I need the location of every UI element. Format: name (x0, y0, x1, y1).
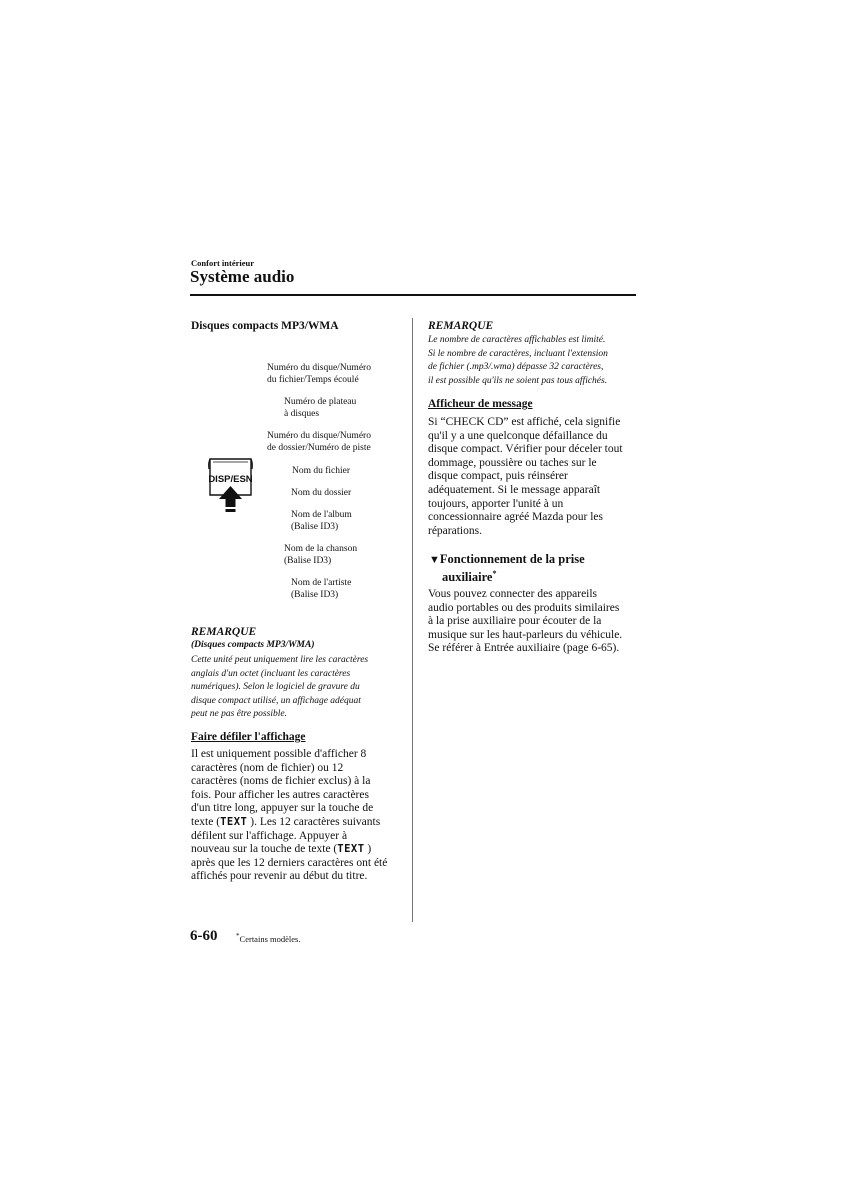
diagram-label: Numéro du disque/Numéro (267, 431, 371, 441)
triangle-marker-icon: ▼ (429, 554, 440, 566)
message-heading: Afficheur de message (428, 398, 533, 410)
diagram-label: Numéro de plateau (284, 397, 357, 407)
message-body (428, 416, 636, 538)
disp-esn-button-icon (207, 455, 255, 517)
body-line: toujours, apporter l'unité à un (428, 497, 564, 510)
body-line: Si “CHECK CD” est affiché, cela signifie (428, 416, 621, 428)
diagram-label: (Balise ID3) (284, 556, 332, 566)
asterisk-icon: * (236, 932, 240, 940)
note-body (191, 654, 399, 722)
body-line: musique sur les haut-parleurs du véhicule. (428, 628, 623, 641)
note-line: anglais d'un octet (incluant les caractères (191, 668, 351, 679)
body-line: caractères (nom de fichier) ou 12 (191, 761, 344, 774)
section-label: Confort intérieur (191, 258, 255, 268)
body-line: nouveau sur la touche de texte (TEXT ) (191, 843, 372, 856)
body-line: concessionnaire agréé Mazda pour les (428, 511, 603, 524)
body-line: d'un titre long, appuyer sur la touche de (191, 802, 374, 815)
note-line: Cette unité peut uniquement lire les caractères (191, 655, 369, 665)
note-body (428, 334, 643, 388)
page-number: 6-60 (190, 928, 218, 944)
body-line: à la prise auxiliaire pour écouter de la (428, 615, 602, 628)
diagram-label: à disques (284, 409, 320, 419)
body-line: fois. Pour afficher les autres caractères (191, 788, 369, 801)
title-divider (190, 294, 636, 296)
scroll-heading: Faire défiler l'affichage (191, 731, 306, 743)
note-line: peut ne pas être possible. (191, 709, 287, 719)
body-line: après que les 12 derniers caractères ont été (191, 856, 388, 869)
diagram-label: (Balise ID3) (291, 590, 339, 600)
body-line: Se référer à Entrée auxiliaire (page 6-65). (428, 642, 620, 655)
body-line: adéquatement. Si le message apparaît (428, 483, 601, 496)
column-divider (412, 318, 413, 922)
scroll-body (191, 748, 399, 884)
aux-body (428, 588, 643, 656)
disp-esn-button-label: DISP/ESN (208, 474, 253, 485)
text-key-label: TEXT (220, 815, 248, 828)
note-line: numériques). Selon le logiciel de gravure du (191, 682, 360, 692)
text-key-label: TEXT (337, 843, 365, 856)
body-line: défilent sur l'affichage. Appuyer à (191, 829, 348, 842)
diagram-label: du fichier/Temps écoulé (267, 375, 359, 385)
note-line: il est possible qu'ils ne soient pas tous affichés. (428, 375, 608, 386)
note-title: REMARQUE (191, 626, 257, 638)
diagram-label: Nom du dossier (291, 488, 352, 498)
diagram-label: Nom de l'artiste (291, 578, 352, 588)
aux-heading: ▼Fonctionnement de la prise auxiliaire* (429, 552, 585, 585)
body-line: audio portables ou des produits similaires (428, 601, 620, 614)
disp-esn-button-icon (207, 455, 255, 517)
diagram-label: (Balise ID3) (291, 522, 339, 532)
mp3-wma-heading: Disques compacts MP3/WMA (191, 320, 339, 332)
note-title: REMARQUE (428, 320, 494, 332)
body-line: qu'il y a une quelconque défaillance du (428, 429, 608, 442)
note-line: disque compact utilisé, un affichage adéquat (191, 695, 361, 706)
diagram-label: Nom de la chanson (284, 544, 358, 554)
note-line: Si le nombre de caractères, incluant l'extension (428, 348, 608, 359)
diagram-label: Nom du fichier (292, 466, 351, 476)
body-line: disque compact, puis réinsérer (428, 470, 568, 483)
page-title: Système audio (190, 267, 295, 286)
body-line: dommage, poussière ou taches sur le (428, 456, 597, 469)
note-line: Le nombre de caractères affichables est limité. (428, 335, 606, 345)
body-line: Vous pouvez connecter des appareils (428, 588, 598, 600)
body-line: disque compact. Vérifier pour déceler tout (428, 443, 623, 456)
body-line: réparations. (428, 524, 482, 537)
body-line: Il est uniquement possible d'afficher 8 (191, 748, 367, 760)
diagram-label: de dossier/Numéro de piste (267, 443, 371, 453)
body-line: caractères (noms de fichier exclus) à la (191, 775, 371, 788)
diagram-label: Nom de l'album (291, 510, 352, 520)
body-line: texte (TEXT ). Les 12 caractères suivants (191, 815, 381, 828)
diagram-label: Numéro du disque/Numéro (267, 363, 371, 373)
asterisk-icon: * (492, 569, 497, 578)
note-subtitle: (Disques compacts MP3/WMA) (191, 640, 315, 650)
note-line: de fichier (.mp3/.wma) dépasse 32 caractères, (428, 362, 604, 372)
footnote: *Certains modèles. (236, 932, 301, 944)
body-line: affichés pour revenir au début du titre. (191, 870, 368, 883)
